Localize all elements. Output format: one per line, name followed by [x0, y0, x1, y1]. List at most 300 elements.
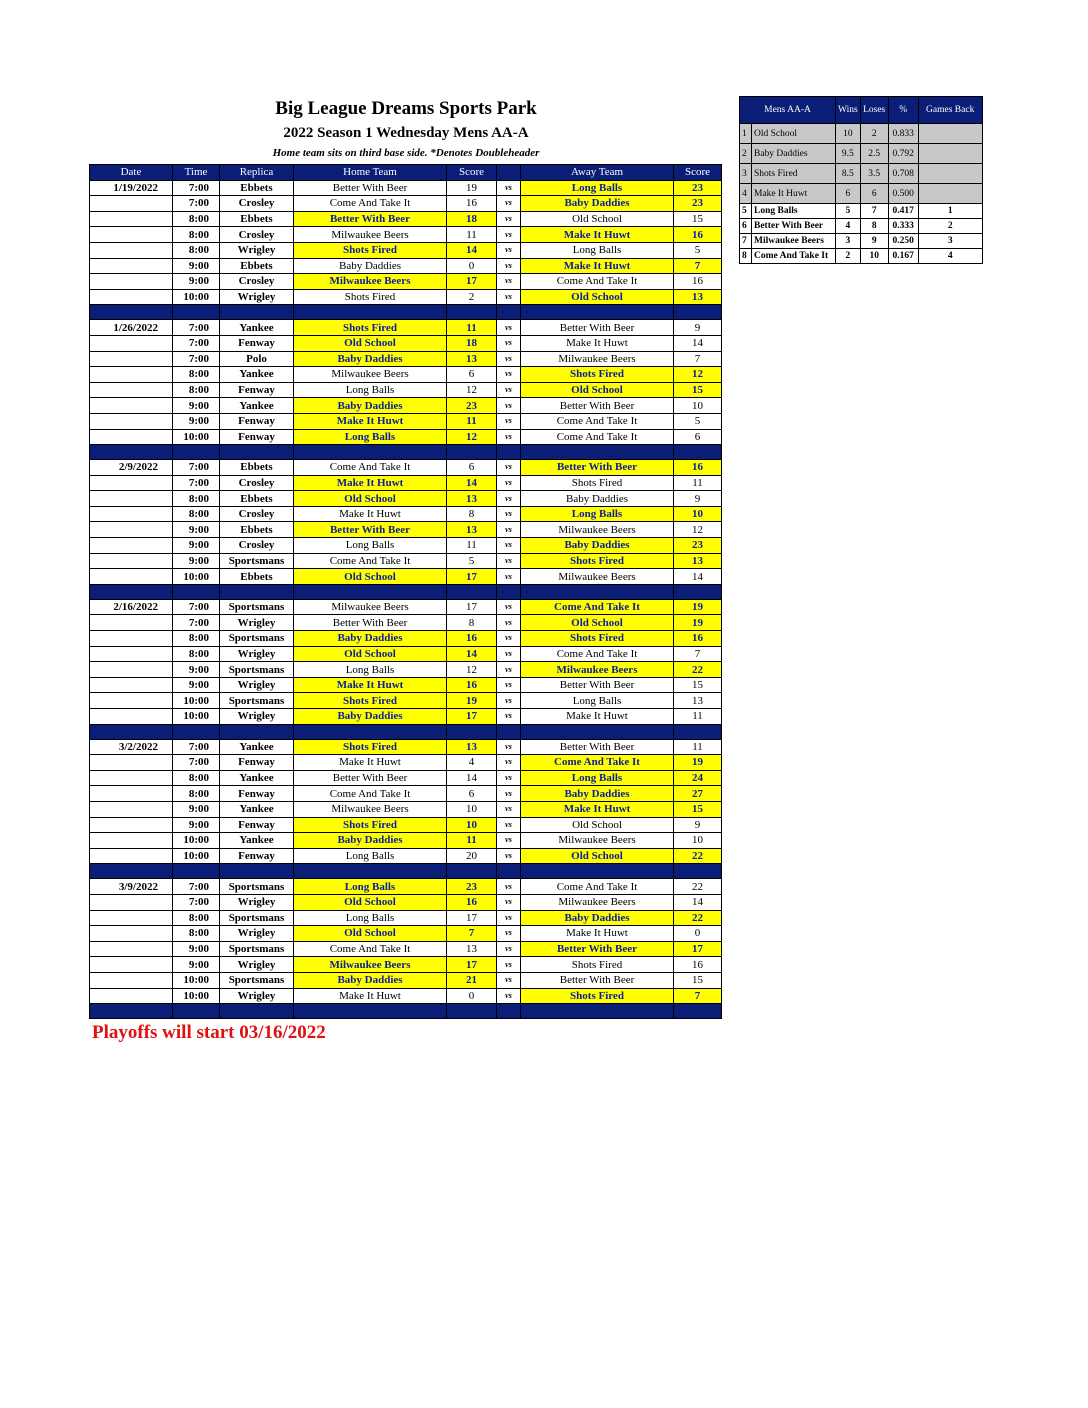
game-row [90, 289, 722, 305]
standings-row [740, 144, 983, 164]
game-date [90, 833, 173, 849]
game-field: Ebbets [220, 460, 294, 476]
away-team: Old School [521, 848, 674, 864]
separator-cell [521, 864, 674, 879]
game-row [90, 382, 722, 398]
home-score: 8 [447, 506, 497, 522]
away-score: 17 [674, 941, 722, 957]
vs-label: vs [497, 429, 521, 445]
vs-label: vs [497, 693, 521, 709]
game-date [90, 817, 173, 833]
game-row [90, 801, 722, 817]
away-score: 10 [674, 398, 722, 414]
standings-row [740, 164, 983, 184]
standings-body [740, 124, 983, 264]
col-time: Time [173, 165, 220, 181]
standings-row [740, 124, 983, 144]
game-row [90, 522, 722, 538]
away-score: 23 [674, 180, 722, 196]
standings-rank: 6 [740, 219, 752, 234]
away-team: Make It Huwt [521, 258, 674, 274]
vs-label: vs [497, 196, 521, 212]
away-team: Milwaukee Beers [521, 833, 674, 849]
vs-label: vs [497, 211, 521, 227]
home-team: Old School [294, 569, 447, 585]
game-field: Fenway [220, 413, 294, 429]
away-team: Long Balls [521, 242, 674, 258]
vs-label: vs [497, 988, 521, 1004]
vs-label: vs [497, 398, 521, 414]
game-time: 8:00 [173, 910, 220, 926]
home-score: 17 [447, 569, 497, 585]
home-score: 21 [447, 972, 497, 988]
game-time: 7:00 [173, 180, 220, 196]
home-score: 0 [447, 258, 497, 274]
separator-cell [294, 724, 447, 739]
game-date [90, 538, 173, 554]
schedule-table [89, 164, 722, 1019]
game-field: Wrigley [220, 709, 294, 725]
home-score: 23 [447, 398, 497, 414]
away-score: 23 [674, 538, 722, 554]
vs-label: vs [497, 739, 521, 755]
vs-label: vs [497, 833, 521, 849]
game-row [90, 709, 722, 725]
game-field: Yankee [220, 398, 294, 414]
game-field: Crosley [220, 506, 294, 522]
standings-pct: 0.333 [888, 219, 918, 234]
away-score: 22 [674, 662, 722, 678]
game-row [90, 988, 722, 1004]
game-date [90, 801, 173, 817]
game-row [90, 475, 722, 491]
away-team: Old School [521, 615, 674, 631]
vs-label: vs [497, 335, 521, 351]
game-date [90, 569, 173, 585]
standings-games-back: 1 [918, 204, 982, 219]
home-team: Shots Fired [294, 242, 447, 258]
away-team: Come And Take It [521, 646, 674, 662]
vs-label: vs [497, 755, 521, 771]
separator-cell [90, 445, 173, 460]
game-time: 9:00 [173, 258, 220, 274]
separator-cell [674, 584, 722, 599]
game-date [90, 382, 173, 398]
game-row [90, 817, 722, 833]
game-field: Fenway [220, 335, 294, 351]
game-date [90, 988, 173, 1004]
away-team: Milwaukee Beers [521, 522, 674, 538]
home-team: Come And Take It [294, 786, 447, 802]
separator-cell [497, 724, 521, 739]
game-row [90, 180, 722, 196]
away-score: 13 [674, 553, 722, 569]
away-score: 24 [674, 770, 722, 786]
separator-cell [173, 445, 220, 460]
away-team: Long Balls [521, 506, 674, 522]
game-time: 9:00 [173, 413, 220, 429]
week-separator [90, 1004, 722, 1019]
away-score: 11 [674, 709, 722, 725]
vs-label: vs [497, 709, 521, 725]
game-date [90, 522, 173, 538]
col-vs [497, 165, 521, 181]
standings-team: Old School [752, 124, 836, 144]
game-row [90, 848, 722, 864]
game-field: Yankee [220, 739, 294, 755]
game-field: Fenway [220, 429, 294, 445]
game-time: 10:00 [173, 569, 220, 585]
game-time: 9:00 [173, 662, 220, 678]
separator-cell [447, 1004, 497, 1019]
away-team: Old School [521, 382, 674, 398]
game-row [90, 833, 722, 849]
game-field: Fenway [220, 755, 294, 771]
separator-cell [521, 584, 674, 599]
game-date [90, 367, 173, 383]
home-team: Milwaukee Beers [294, 957, 447, 973]
game-row [90, 398, 722, 414]
standings-col-pct: % [888, 97, 918, 124]
standings-wins: 8.5 [836, 164, 861, 184]
home-score: 12 [447, 662, 497, 678]
separator-cell [674, 1004, 722, 1019]
game-field: Fenway [220, 786, 294, 802]
away-score: 7 [674, 988, 722, 1004]
home-score: 13 [447, 941, 497, 957]
game-date [90, 646, 173, 662]
game-row [90, 242, 722, 258]
game-field: Sportsmans [220, 879, 294, 895]
game-date [90, 709, 173, 725]
game-date [90, 615, 173, 631]
away-team: Shots Fired [521, 553, 674, 569]
away-score: 23 [674, 196, 722, 212]
game-field: Yankee [220, 320, 294, 336]
game-date: 3/2/2022 [90, 739, 173, 755]
game-row [90, 211, 722, 227]
game-field: Ebbets [220, 211, 294, 227]
home-score: 12 [447, 382, 497, 398]
standings-row [740, 204, 983, 219]
vs-label: vs [497, 801, 521, 817]
home-team: Come And Take It [294, 196, 447, 212]
game-field: Ebbets [220, 491, 294, 507]
separator-cell [294, 584, 447, 599]
game-date [90, 506, 173, 522]
vs-label: vs [497, 382, 521, 398]
standings-wins: 5 [836, 204, 861, 219]
game-row [90, 320, 722, 336]
separator-cell [173, 724, 220, 739]
game-time: 8:00 [173, 506, 220, 522]
game-row [90, 335, 722, 351]
away-team: Baby Daddies [521, 786, 674, 802]
home-score: 13 [447, 351, 497, 367]
home-team: Come And Take It [294, 553, 447, 569]
standings-col-wins: Wins [836, 97, 861, 124]
home-score: 10 [447, 801, 497, 817]
home-team: Milwaukee Beers [294, 227, 447, 243]
vs-label: vs [497, 770, 521, 786]
standings-wins: 4 [836, 219, 861, 234]
game-field: Crosley [220, 227, 294, 243]
home-team: Long Balls [294, 848, 447, 864]
away-score: 5 [674, 413, 722, 429]
game-date [90, 398, 173, 414]
game-time: 9:00 [173, 553, 220, 569]
game-row [90, 538, 722, 554]
home-score: 17 [447, 274, 497, 290]
standings-loses: 10 [860, 249, 888, 264]
home-team: Baby Daddies [294, 258, 447, 274]
vs-label: vs [497, 538, 521, 554]
game-field: Wrigley [220, 242, 294, 258]
vs-label: vs [497, 848, 521, 864]
game-time: 10:00 [173, 693, 220, 709]
away-score: 16 [674, 631, 722, 647]
away-team: Baby Daddies [521, 910, 674, 926]
game-row [90, 972, 722, 988]
game-date [90, 258, 173, 274]
game-field: Wrigley [220, 615, 294, 631]
home-team: Make It Huwt [294, 506, 447, 522]
away-team: Shots Fired [521, 988, 674, 1004]
standings-wins: 9.5 [836, 144, 861, 164]
separator-cell [447, 864, 497, 879]
standings-rank: 7 [740, 234, 752, 249]
home-team: Better With Beer [294, 211, 447, 227]
away-team: Old School [521, 817, 674, 833]
game-time: 8:00 [173, 242, 220, 258]
game-field: Sportsmans [220, 599, 294, 615]
separator-cell [173, 584, 220, 599]
standings-games-back [918, 184, 982, 204]
game-date: 1/26/2022 [90, 320, 173, 336]
game-date [90, 553, 173, 569]
home-score: 6 [447, 460, 497, 476]
away-team: Better With Beer [521, 320, 674, 336]
separator-cell [497, 445, 521, 460]
home-team: Old School [294, 926, 447, 942]
home-team: Shots Fired [294, 739, 447, 755]
game-field: Yankee [220, 833, 294, 849]
away-score: 6 [674, 429, 722, 445]
game-row [90, 553, 722, 569]
away-score: 14 [674, 569, 722, 585]
away-team: Long Balls [521, 693, 674, 709]
separator-cell [521, 305, 674, 320]
vs-label: vs [497, 227, 521, 243]
home-score: 16 [447, 894, 497, 910]
home-team: Baby Daddies [294, 631, 447, 647]
game-field: Sportsmans [220, 910, 294, 926]
away-score: 9 [674, 320, 722, 336]
home-score: 16 [447, 677, 497, 693]
separator-cell [294, 305, 447, 320]
away-score: 15 [674, 801, 722, 817]
game-date [90, 848, 173, 864]
separator-cell [447, 724, 497, 739]
game-date [90, 894, 173, 910]
vs-label: vs [497, 553, 521, 569]
standings-loses: 6 [860, 184, 888, 204]
away-team: Baby Daddies [521, 538, 674, 554]
game-field: Sportsmans [220, 972, 294, 988]
standings-header-row [740, 97, 983, 124]
vs-label: vs [497, 351, 521, 367]
standings-team: Milwaukee Beers [752, 234, 836, 249]
home-team: Better With Beer [294, 770, 447, 786]
standings-pct: 0.500 [888, 184, 918, 204]
away-score: 0 [674, 926, 722, 942]
game-row [90, 367, 722, 383]
page-title: Big League Dreams Sports Park [275, 98, 537, 119]
away-team: Baby Daddies [521, 196, 674, 212]
game-field: Crosley [220, 538, 294, 554]
away-team: Shots Fired [521, 631, 674, 647]
game-date [90, 211, 173, 227]
vs-label: vs [497, 957, 521, 973]
separator-cell [447, 305, 497, 320]
game-field: Sportsmans [220, 693, 294, 709]
away-score: 19 [674, 755, 722, 771]
home-team: Shots Fired [294, 320, 447, 336]
home-team: Shots Fired [294, 693, 447, 709]
separator-cell [674, 864, 722, 879]
home-score: 7 [447, 926, 497, 942]
home-team: Long Balls [294, 910, 447, 926]
game-time: 8:00 [173, 926, 220, 942]
col-home-team: Home Team [294, 165, 447, 181]
game-date [90, 351, 173, 367]
game-row [90, 693, 722, 709]
game-field: Sportsmans [220, 631, 294, 647]
vs-label: vs [497, 491, 521, 507]
home-score: 11 [447, 320, 497, 336]
standings-games-back: 3 [918, 234, 982, 249]
home-score: 17 [447, 957, 497, 973]
home-team: Old School [294, 491, 447, 507]
game-time: 10:00 [173, 988, 220, 1004]
separator-cell [294, 864, 447, 879]
standings-games-back [918, 164, 982, 184]
standings-row [740, 234, 983, 249]
game-time: 9:00 [173, 801, 220, 817]
separator-cell [90, 724, 173, 739]
away-score: 15 [674, 382, 722, 398]
home-score: 11 [447, 833, 497, 849]
vs-label: vs [497, 662, 521, 678]
game-time: 8:00 [173, 382, 220, 398]
game-date: 2/9/2022 [90, 460, 173, 476]
away-score: 16 [674, 227, 722, 243]
vs-label: vs [497, 926, 521, 942]
standings-pct: 0.250 [888, 234, 918, 249]
home-score: 14 [447, 646, 497, 662]
away-score: 10 [674, 833, 722, 849]
home-score: 14 [447, 770, 497, 786]
game-field: Wrigley [220, 289, 294, 305]
vs-label: vs [497, 475, 521, 491]
standings-loses: 8 [860, 219, 888, 234]
game-field: Fenway [220, 848, 294, 864]
week-separator [90, 864, 722, 879]
vs-label: vs [497, 615, 521, 631]
game-time: 8:00 [173, 770, 220, 786]
game-field: Wrigley [220, 646, 294, 662]
game-time: 7:00 [173, 894, 220, 910]
away-score: 13 [674, 693, 722, 709]
home-score: 23 [447, 879, 497, 895]
game-row [90, 677, 722, 693]
away-score: 9 [674, 491, 722, 507]
game-row [90, 910, 722, 926]
game-date [90, 957, 173, 973]
game-date [90, 693, 173, 709]
game-row [90, 413, 722, 429]
standings-rank: 2 [740, 144, 752, 164]
away-score: 16 [674, 957, 722, 973]
home-team: Long Balls [294, 429, 447, 445]
vs-label: vs [497, 367, 521, 383]
game-time: 10:00 [173, 972, 220, 988]
col-replica: Replica [220, 165, 294, 181]
vs-label: vs [497, 972, 521, 988]
home-team: Make It Huwt [294, 677, 447, 693]
home-score: 8 [447, 615, 497, 631]
home-team: Milwaukee Beers [294, 801, 447, 817]
game-time: 8:00 [173, 786, 220, 802]
home-team: Make It Huwt [294, 988, 447, 1004]
away-team: Shots Fired [521, 367, 674, 383]
away-score: 12 [674, 522, 722, 538]
away-team: Better With Beer [521, 972, 674, 988]
game-row [90, 491, 722, 507]
standings-col-loses: Loses [860, 97, 888, 124]
game-date [90, 274, 173, 290]
game-time: 9:00 [173, 538, 220, 554]
vs-label: vs [497, 242, 521, 258]
separator-cell [674, 305, 722, 320]
game-time: 9:00 [173, 957, 220, 973]
game-date [90, 941, 173, 957]
away-score: 22 [674, 879, 722, 895]
vs-label: vs [497, 413, 521, 429]
separator-cell [674, 724, 722, 739]
standings-games-back: 2 [918, 219, 982, 234]
standings-rank: 4 [740, 184, 752, 204]
game-row [90, 631, 722, 647]
standings-loses: 2.5 [860, 144, 888, 164]
game-row [90, 569, 722, 585]
game-date [90, 491, 173, 507]
game-time: 7:00 [173, 615, 220, 631]
game-field: Yankee [220, 801, 294, 817]
col-away-team: Away Team [521, 165, 674, 181]
away-team: Make It Huwt [521, 801, 674, 817]
standings-table [739, 96, 983, 264]
game-date: 2/16/2022 [90, 599, 173, 615]
game-row [90, 196, 722, 212]
vs-label: vs [497, 599, 521, 615]
game-time: 10:00 [173, 429, 220, 445]
standings-loses: 3.5 [860, 164, 888, 184]
vs-label: vs [497, 941, 521, 957]
game-field: Crosley [220, 274, 294, 290]
vs-label: vs [497, 879, 521, 895]
game-field: Crosley [220, 196, 294, 212]
